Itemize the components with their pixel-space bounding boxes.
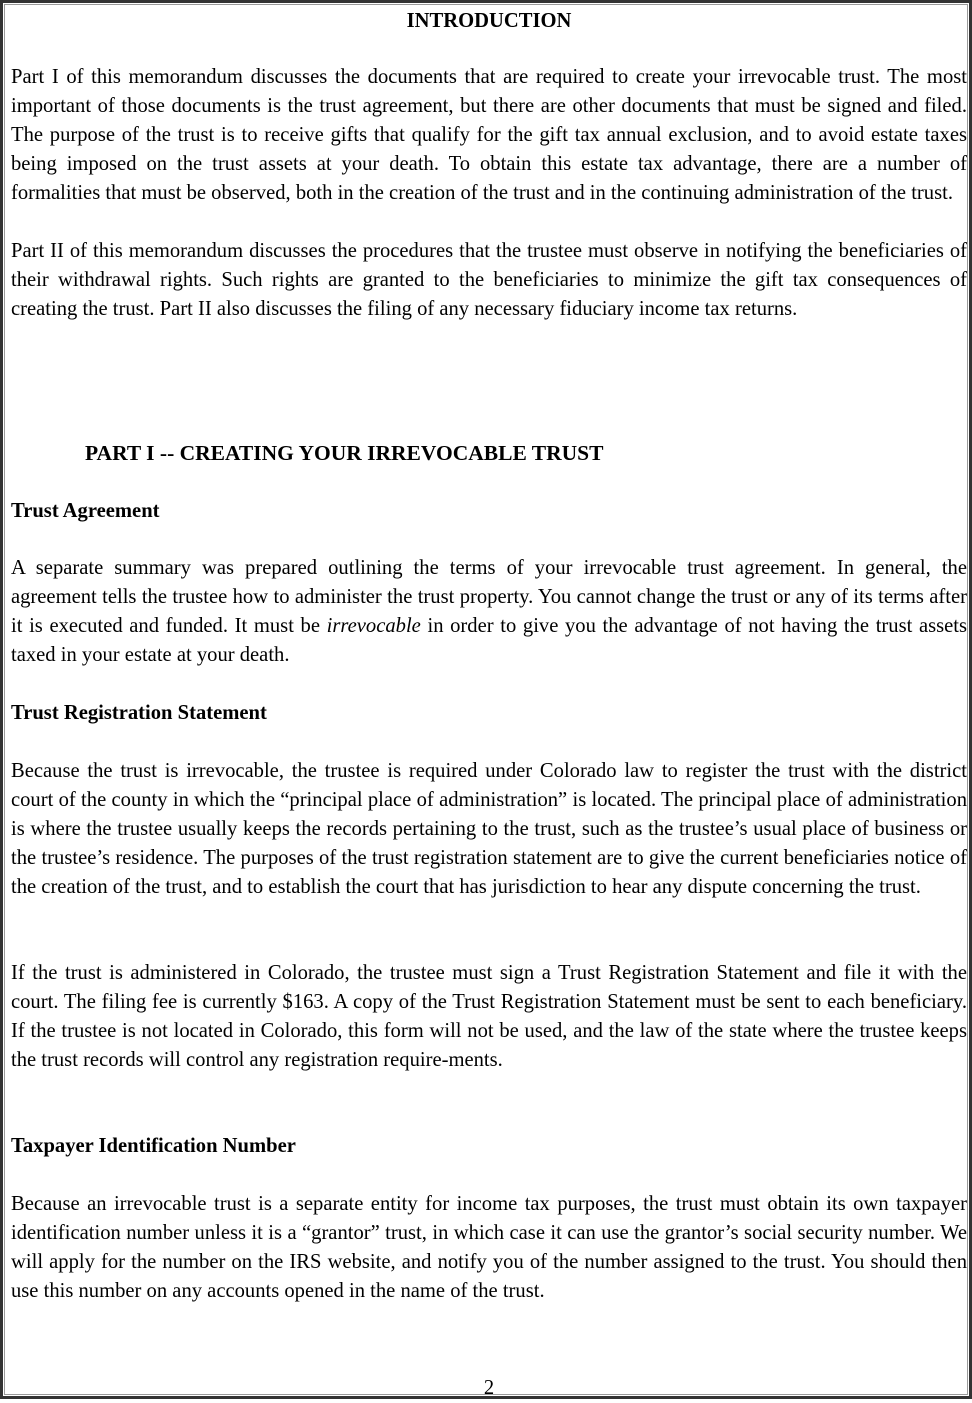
tin-paragraph-text: Because an irrevocable trust is a separate entity for income tax purposes, the trust must obtain its own taxpayer identification number unless it is a “grantor” trust, in which case it can use the grantor’s social security number. We will apply for the number on the IRS website, and notify you of the number assigned to the trust. You should then use this number on any accounts opened in the name of the trust.	[11, 1193, 967, 1302]
intro-paragraph-2	[11, 237, 967, 324]
intro-paragraph-1	[11, 63, 967, 208]
trust-agreement-text-after: in order to give you the advantage of not having the trust assets taxed in your estate at your death.	[11, 615, 967, 666]
tin-paragraph	[11, 1190, 967, 1306]
registration-paragraph-1	[11, 757, 967, 902]
registration-paragraph-1-text: Because the trust is irrevocable, the trustee is required under Colorado law to register the trust with the district court of the county in which the “principal place of administration” is located. The principal place of administration is where the trustee usually keeps the records pertaining to the trust, such as the trustee’s usual place of business or the trustee’s residence. The purposes of the trust registration statement are to give the current beneficiaries notice of the creation of the trust, and to establish the court that has jurisdiction to hear any dispute concerning the trust.	[11, 760, 967, 898]
trust-agreement-text-before: A separate summary was prepared outlining the terms of your irrevocable trust agreement. In general, the agreement tells the trustee how to administer the trust property. You cannot change the trust or any of its terms after it is executed and funded. It must be	[11, 557, 967, 637]
irrevocable-emphasis: irrevocable	[326, 615, 421, 637]
trust-agreement-paragraph-text	[11, 554, 967, 670]
introduction-title: INTRODUCTION	[406, 10, 572, 32]
intro-paragraph-2-text: Part II of this memorandum discusses the procedures that the trustee must observe in notifying the beneficiaries of their withdrawal rights. Such rights are granted to the beneficiaries to minimize the gift tax consequences of creating the trust. Part II also discusses the filing of any necessary fiduciary income tax returns.	[11, 240, 967, 320]
part-1-heading: PART I -- CREATING YOUR IRREVOCABLE TRUST	[85, 441, 604, 465]
page-number: 2	[483, 1377, 495, 1399]
registration-paragraph-2	[11, 959, 967, 1075]
trust-agreement-heading: Trust Agreement	[11, 500, 160, 522]
tin-heading: Taxpayer Identification Number	[11, 1135, 296, 1157]
registration-heading: Trust Registration Statement	[11, 702, 267, 724]
registration-paragraph-2-text: If the trust is administered in Colorado, the trustee must sign a Trust Registration Statement and file it with the court. The filing fee is currently $163. A copy of the Trust Registration Statement must be sent to each beneficiary. If the trustee is not located in Colorado, this form will not be used, and the law of the state where the trustee keeps the trust records will control any registration require-ments.	[11, 962, 967, 1071]
intro-paragraph-1-text: Part I of this memorandum discusses the documents that are required to create your irrevocable trust. The most important of those documents is the trust agreement, but there are other documents that must be signed and filed. The purpose of the trust is to receive gifts that qualify for the gift tax annual exclusion, and to avoid estate taxes being imposed on the trust assets at your death. To obtain this estate tax advantage, there are a number of formalities that must be observed, both in the creation of the trust and in the continuing administration of the trust.	[11, 66, 967, 204]
trust-agreement-paragraph	[11, 554, 967, 670]
